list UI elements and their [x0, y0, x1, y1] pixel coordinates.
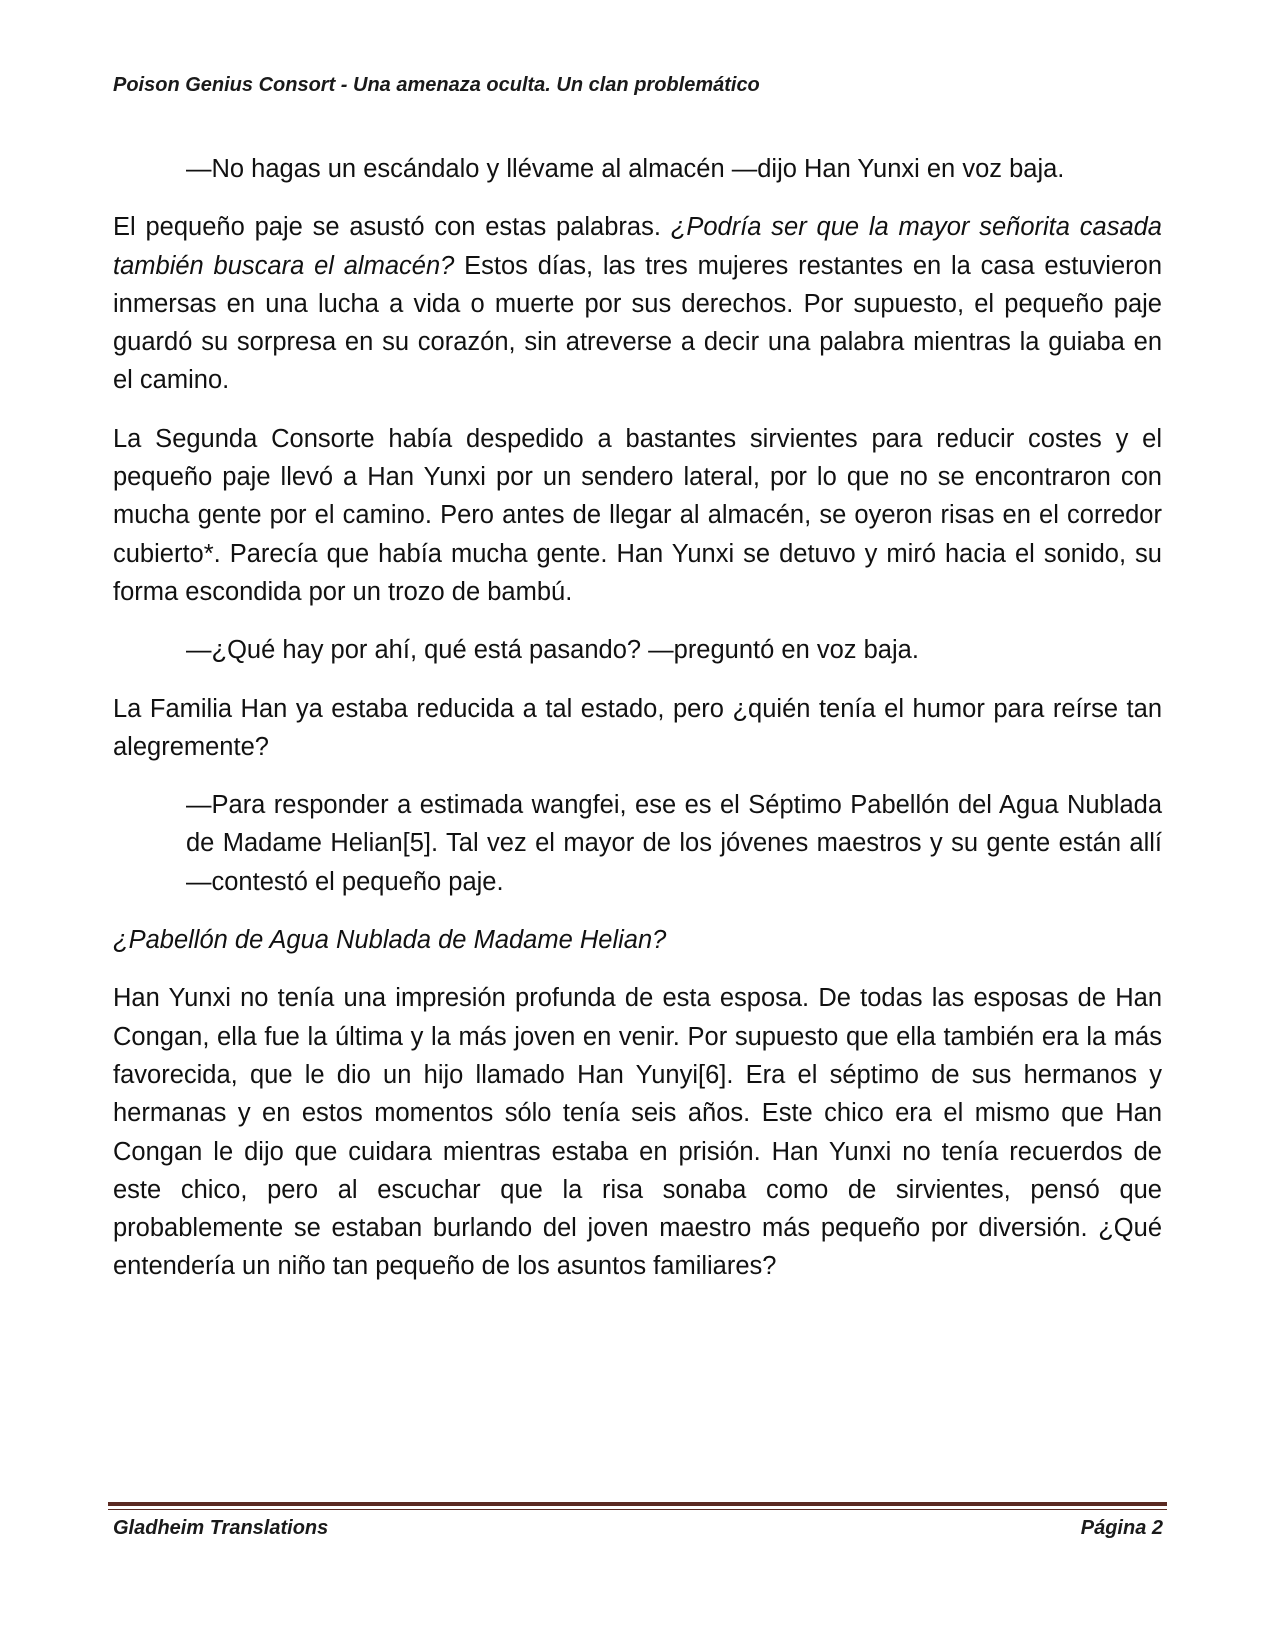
- text-run: Estos días, las tres mujeres restantes en la casa estuvieron inmersas en una lucha a vida o muerte por sus derechos. Por supuesto, el pequeño paje guardó su sorpresa en su corazón, sin atreverse a decir una palabra mientras la guiaba en el camino.: [113, 251, 1163, 395]
- text-run: La Segunda Consorte había despedido a bastantes sirvientes para reducir costes y el pequeño paje llevó a Han Yunxi por un sendero lateral, por lo que no se encontraron con mucha gente por el camino. Pero antes de llegar al almacén, se oyeron risas en el corredor cubierto*. Parecía que había mucha gente. Han Yunxi se detuvo y miró hacia el sonido, su forma escondida por un trozo de bambú.: [113, 424, 1162, 606]
- footer-divider-thick: [108, 1502, 1167, 1506]
- paragraph-4: [186, 631, 1162, 669]
- text-run: —No hagas un escándalo y llévame al almacén —dijo Han Yunxi en voz baja.: [186, 155, 1065, 183]
- paragraph-5: [113, 690, 1162, 767]
- paragraph-3: [113, 420, 1162, 611]
- footer-publisher: Gladheim Translations: [113, 1517, 329, 1539]
- text-run: La Familia Han ya estaba reducida a tal estado, pero ¿quién tenía el humor para reírse tan alegremente?: [113, 694, 1162, 761]
- text-run: —Para responder a estimada wangfei, ese es el Séptimo Pabellón del Agua Nublada de Madame Helian[5]. Tal vez el mayor de los jóvenes maestros y su gente están allí —contestó el pequeño paje.: [186, 791, 1162, 896]
- paragraph-6: [186, 786, 1162, 901]
- paragraph-1: [186, 150, 1162, 188]
- paragraph-8: [113, 979, 1162, 1285]
- text-run: —¿Qué hay por ahí, qué está pasando? —preguntó en voz baja.: [186, 636, 919, 665]
- paragraph-2: [113, 208, 1162, 399]
- text-run-italic: ¿Pabellón de Agua Nublada de Madame Helian?: [113, 926, 667, 955]
- text-run: Han Yunxi no tenía una impresión profunda de esta esposa. De todas las esposas de Han Congan, ella fue la última y la más joven en venir. Por supuesto que ella también era la más favorecida, que le dio un hijo llamado Han Yunyi[6]. Era el séptimo de sus hermanos y hermanas y en estos momentos sólo tenía seis años. Este chico era el mismo que Han Congan le dijo que cuidara mientras estaba en prisión. Han Yunxi no tenía recuerdos de este chico, pero al escuchar que la risa sonaba como de sirvientes, pensó que probablemente se estaban burlando del joven maestro más pequeño por diversión. ¿Qué entendería un niño tan pequeño de los asuntos familiares?: [113, 984, 1162, 1281]
- page-header-title: Poison Genius Consort - Una amenaza oculta. Un clan problemático: [113, 74, 760, 96]
- footer-page-number: Página 2: [1080, 1517, 1163, 1539]
- document-body: [113, 150, 1162, 1306]
- footer-divider-thin: [108, 1509, 1167, 1510]
- text-run: El pequeño paje se asustó con estas palabras.: [113, 213, 671, 242]
- text-run-italic: ¿Podría ser que la mayor señorita casada también buscara el almacén?: [113, 213, 1162, 280]
- paragraph-7: [113, 921, 1162, 959]
